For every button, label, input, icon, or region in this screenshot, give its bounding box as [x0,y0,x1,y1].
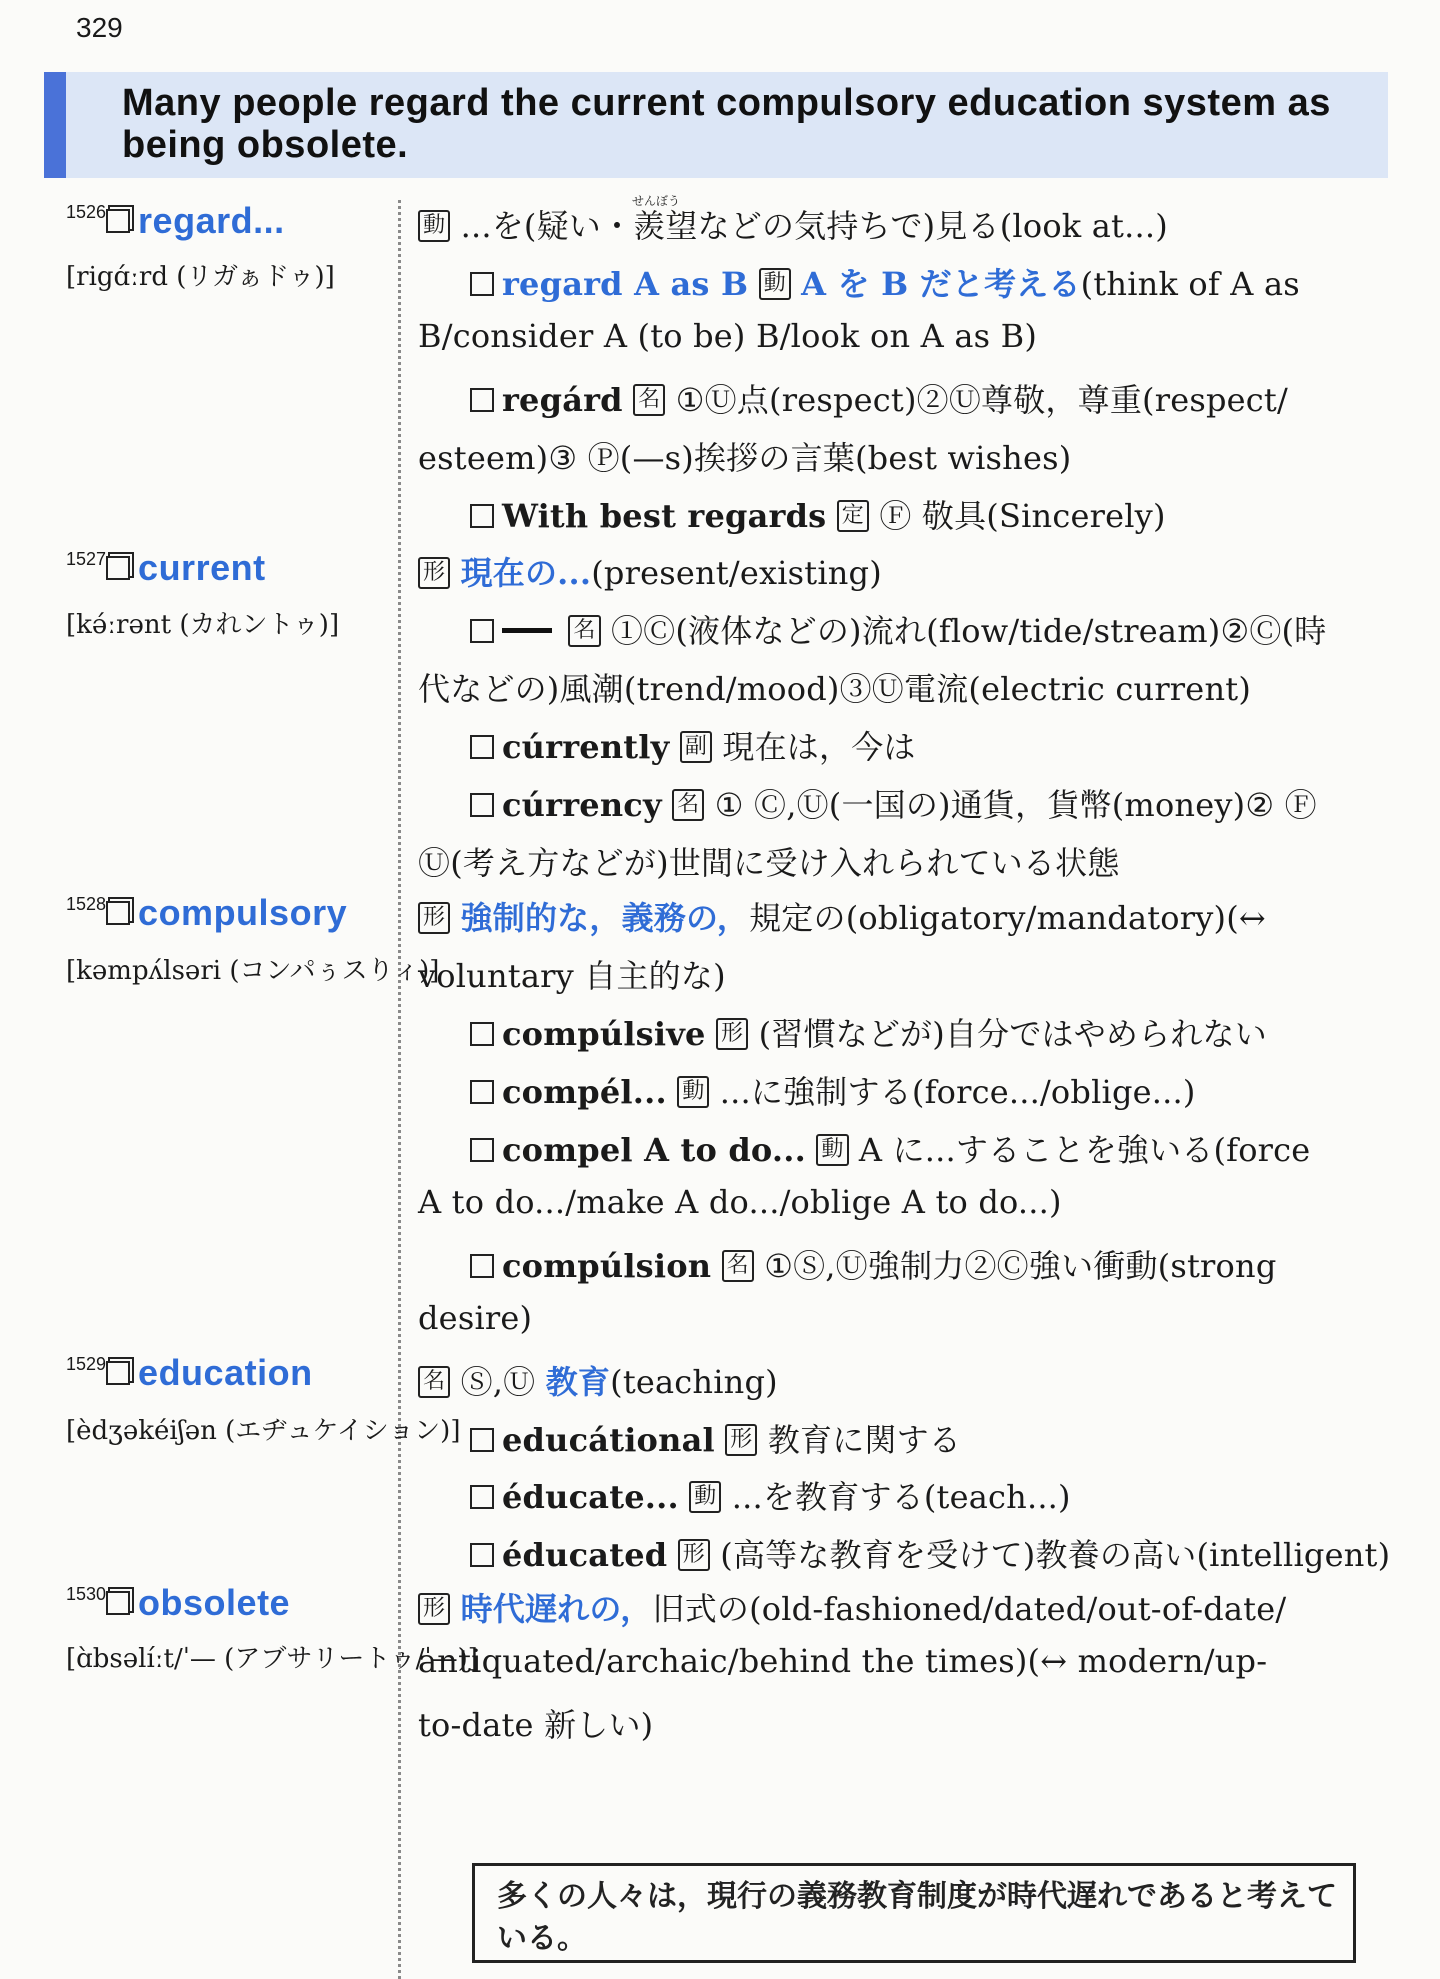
banner-accent-bar [44,72,66,178]
definition-text: antiquated/archaic/behind the times)(↔ modern/up- [418,1642,1268,1680]
usage-label: Ⓢ,Ⓤ [460,1363,536,1401]
checkbox-icon[interactable] [470,504,494,528]
definition-line [418,1700,653,1746]
definition-text: 教育に関する [767,1421,962,1459]
derived-line [470,780,1317,826]
phrase-line [470,259,1300,305]
checkbox-icon[interactable] [470,619,494,643]
dash-icon [502,628,552,633]
pos-badge: 動 [418,210,450,242]
definition-text: ①Ⓤ点(respect)②Ⓤ尊敬，尊重(respect/ [675,381,1288,419]
entry-number: 1528 [66,894,107,914]
definition-text: ...を教育する(teach...) [731,1478,1071,1516]
headword: regard... [138,200,285,241]
checkbox-icon[interactable] [106,209,130,233]
entry-number: 1529 [66,1354,107,1374]
definition-text: Ⓤ(考え方などが)世間に受け入れられている状態 [418,844,1120,882]
phrase-meaning: A を B だと考える [801,265,1081,303]
checkbox-icon[interactable] [470,793,494,817]
checkbox-icon[interactable] [470,1254,494,1278]
main-meaning: 教育 [545,1363,611,1401]
definition-text: (teaching) [610,1363,778,1401]
definition-line [418,548,882,594]
pos-badge: 形 [725,1424,757,1456]
definition-text: (think of A as [1080,265,1300,303]
checkbox-icon[interactable] [470,1428,494,1452]
checkbox-icon[interactable] [106,556,130,580]
main-meaning: 強制的な，義務の， [460,899,750,937]
definition-text: A に...することを強いる(force [858,1131,1311,1169]
definition-text: 規定の(obligatory/mandatory)(↔ [749,899,1266,937]
pos-badge: 形 [678,1539,710,1571]
definition-text: ...を(疑い・羨望などの気持ちで)見る(look at...) [460,207,1168,245]
entry-number: 1527 [66,549,107,569]
definition-text: esteem)③ Ⓟ(—s)挨拶の言葉(best wishes) [418,439,1072,477]
derived-line [470,1415,961,1461]
definition-text: ...に強制する(force.../oblige...) [719,1073,1196,1111]
main-meaning: 現在の... [460,554,592,592]
checkbox-icon[interactable] [470,388,494,412]
definition-text: 代などの)風潮(trend/mood)③Ⓤ電流(electric current) [418,670,1251,708]
definition-line [418,1584,1286,1630]
derived-word: éducate... [502,1478,679,1516]
definition-line [418,1299,532,1337]
furigana: せんぼう [632,194,681,208]
derived-word: compel A to do... [502,1131,806,1169]
definition-text: 現在は，今は [722,728,916,766]
derived-line [470,1530,1390,1576]
main-meaning: 時代遅れの， [460,1590,653,1628]
checkbox-icon[interactable] [470,1022,494,1046]
translation-box [472,1863,1356,1963]
definition-line [418,201,1168,247]
definition-text: (高等な教育を受けて)教養の高い(intelligent) [720,1536,1391,1574]
entry-number: 1530 [66,1584,107,1604]
derived-word: compúlsion [502,1247,712,1285]
derived-line [470,1241,1277,1287]
definition-line [418,433,1071,479]
checkbox-icon[interactable] [470,1543,494,1567]
definition-line [418,1183,1062,1221]
definition-text: (習慣などが)自分ではやめられない [758,1015,1267,1053]
derived-word: éducated [502,1536,668,1574]
translation-text: 多くの人々は，現行の義務教育制度が時代遅れであると考えている。 [497,1879,1337,1956]
definition-line [418,951,726,997]
checkbox-icon[interactable] [470,1485,494,1509]
headword: education [138,1352,313,1393]
sentence-banner [44,72,1388,178]
definition-line [418,1357,778,1403]
checkbox-icon[interactable] [106,901,130,925]
entry-head-regard [66,200,285,242]
pos-badge: 動 [816,1134,848,1166]
pos-badge: 形 [418,557,450,589]
pos-badge: 形 [418,902,450,934]
pronunciation: [ɑ̀bsəlíːt/ˈ— (アブサリートゥ/ˈ—)] [66,1644,478,1674]
definition-text: voluntary 自主的な) [418,957,726,995]
derived-line [470,375,1288,421]
definition-text: ①Ⓢ,Ⓤ強制力②Ⓒ強い衝動(strong [764,1247,1277,1285]
derived-word: cúrrency [502,786,662,824]
checkbox-icon[interactable] [106,1591,130,1615]
pos-badge: 名 [672,789,704,821]
checkbox-icon[interactable] [106,1361,130,1385]
checkbox-icon[interactable] [470,1138,494,1162]
pos-badge: 動 [677,1076,709,1108]
derived-word: compél... [502,1073,667,1111]
checkbox-icon[interactable] [470,1080,494,1104]
column-divider [398,200,401,1979]
pos-badge: 定 [837,500,869,532]
pos-badge: 副 [680,731,712,763]
example-sentence: Many people regard the current compulsory education system as being obsolete. [122,82,1331,166]
definition-text: ①Ⓒ(液体などの)流れ(flow/tide/stream)②Ⓒ(時 [610,612,1327,650]
pronunciation: [kəmpʌ́lsəri (コンパぅスりィ)] [66,956,440,986]
pos-badge: 形 [418,1593,450,1625]
definition-line [418,838,1120,884]
definition-text: desire) [418,1299,533,1337]
pos-badge: 形 [716,1018,748,1050]
definition-line [418,317,1037,355]
derived-word: cúrrently [502,728,670,766]
definition-text: (present/existing) [591,554,882,592]
phrase: regard A as B [502,265,749,303]
derived-word: educátional [502,1421,715,1459]
pronunciation: [èdʒəkéiʃən (エヂュケイション)] [66,1416,461,1446]
pos-badge: 動 [759,268,791,300]
definition-text: ① Ⓒ,Ⓤ(一国の)通貨，貨幣(money)② Ⓕ [714,786,1317,824]
definition-text: to-date 新しい) [418,1706,654,1744]
definition-text: 旧式の(old-fashioned/dated/out-of-date/ [652,1590,1287,1628]
headword: current [138,547,266,588]
pos-badge: 動 [689,1481,721,1513]
pos-badge: 名 [568,615,600,647]
entry-head-obsolete [66,1582,290,1624]
definition-text: B/consider A (to be) B/look on A as B) [418,317,1038,355]
pronunciation: [kə́ːrənt (カれントゥ)] [66,610,340,640]
entry-head-education [66,1352,313,1394]
pos-badge: 名 [722,1250,754,1282]
definition-text: A to do.../make A do.../oblige A to do...) [418,1183,1062,1221]
entry-number: 1526 [66,202,107,222]
definition-line [418,1642,1267,1680]
pronunciation: [rigɑ́ːrd (リガぁドゥ)] [66,262,335,292]
definition-line [418,664,1251,710]
derived-line [470,1472,1071,1518]
derived-line [470,1125,1310,1171]
derived-line [470,1067,1196,1113]
derived-line [470,491,1166,537]
definition-text: Ⓕ 敬具(Sincerely) [879,497,1166,535]
headword: compulsory [138,892,348,933]
pos-badge: 名 [633,384,665,416]
entry-head-compulsory [66,892,347,934]
entry-head-current [66,547,266,589]
page-number: 329 [76,12,123,43]
derived-line [470,1009,1267,1055]
checkbox-icon[interactable] [470,272,494,296]
headword: obsolete [138,1582,291,1623]
derived-line [470,722,916,768]
checkbox-icon[interactable] [470,735,494,759]
derived-line [470,606,1326,652]
derived-word: With best regards [502,497,827,535]
derived-word: compúlsive [502,1015,706,1053]
definition-line [418,893,1266,939]
pos-badge: 名 [418,1366,450,1398]
derived-word: regárd [502,381,623,419]
